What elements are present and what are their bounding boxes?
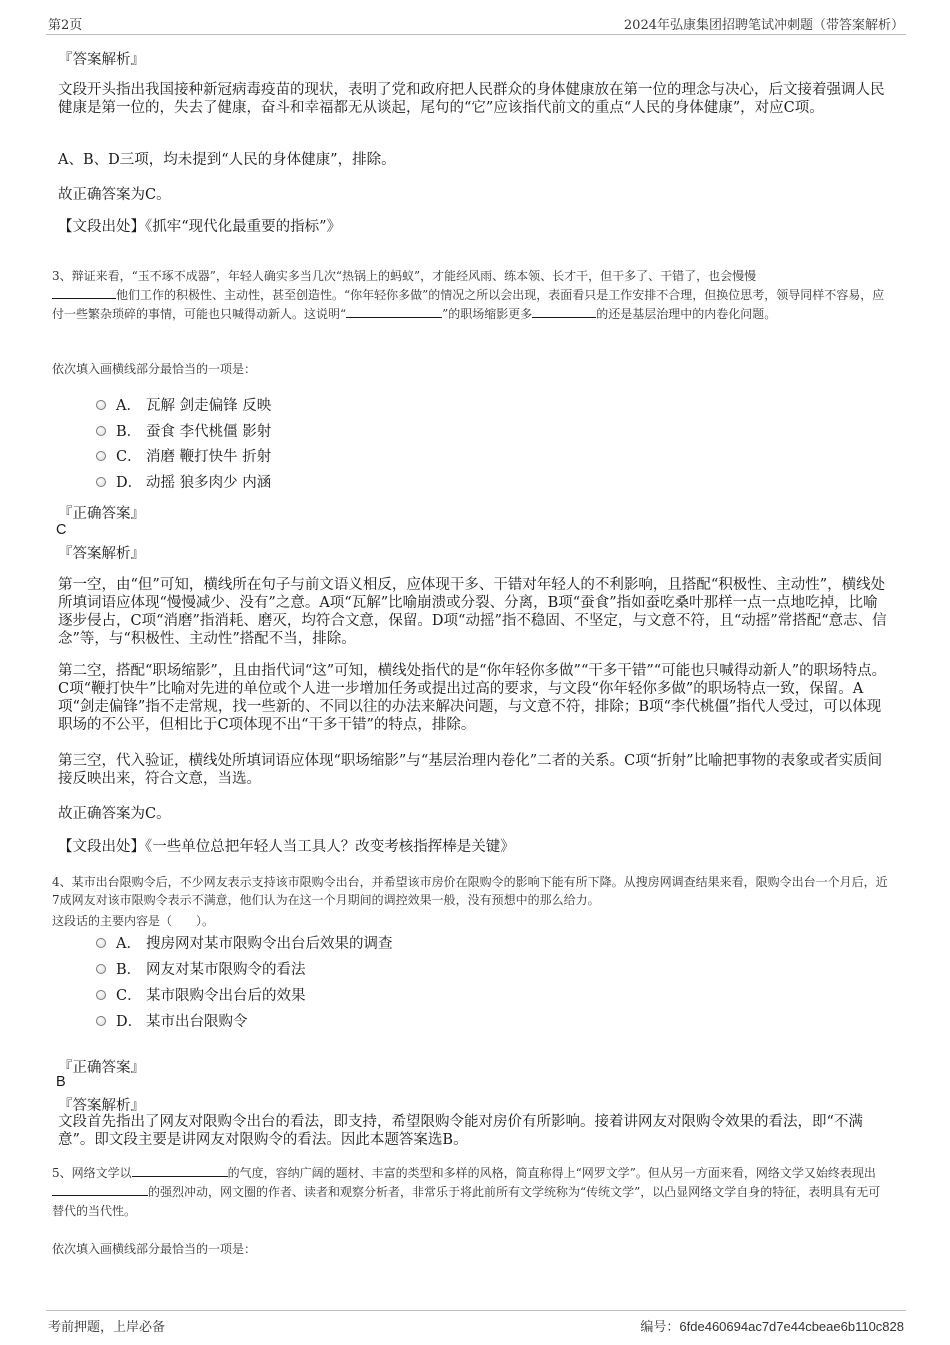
radio-icon[interactable]	[96, 451, 106, 461]
q3-source-text: 《一些单位总把年轻人当工具人？改变考核指挥棒是关键》	[145, 839, 515, 855]
q4-prompt: 这段话的主要内容是（ ）。	[52, 914, 215, 928]
q4-option-b-text: 网友对某市限购令的看法	[146, 962, 306, 978]
q2-source-text: 《抓牢“现代化最重要的指标”》	[145, 219, 342, 235]
footer-serial-label: 编号：	[640, 1320, 680, 1335]
q4-option-d[interactable]: D． 某市出台限购令	[96, 1012, 248, 1032]
q4-answer-label: 『正确答案』	[58, 1060, 145, 1076]
q3-analysis-paragraph-1: 第一空，由“但”可知，横线所在句子与前文语义相反，应体现干多、干错对年轻人的不利影响，且搭配“积极性、主动性”，横线处所填词语应体现“慢慢减少、没有”之意。A项“瓦解”比喻崩溃或分裂、分离，B项“蚕食”指如蚕吃桑叶那样一点一点地吃掉，比喻逐步侵占，C项“消磨”指消耗、磨灭，均符合文意，保留。D项“动摇”指不稳固、不坚定，与文意不符，且“动摇”常搭配“意志、信念”等，与“积极性、主动性”搭配不当，排除。	[58, 577, 887, 647]
q5-stem	[52, 1164, 892, 1221]
q3-analysis-paragraph-3: 第三空，代入验证，横线处所填词语应体现“职场缩影”与“基层治理内卷化”二者的关系。C项“折射”比喻把事物的表象或者实质间接反映出来，符合文意，当选。	[58, 753, 883, 787]
page-number: 第2页	[48, 18, 83, 33]
q5-prompt: 依次填入画横线部分最恰当的一项是：	[52, 1242, 257, 1256]
q3-answer: C	[56, 522, 67, 538]
q4-option-d-text: 某市出台限购令	[146, 1014, 248, 1030]
q5-stem-part-2: 的气度，容纳广阔的题材、丰富的类型和多样的风格，简直称得上“网罗文学”。但从另一方面来看，网络文学又始终表现出	[227, 1166, 876, 1180]
q3-stem-part-3: ”的职场缩影更多	[442, 307, 533, 321]
q4-option-c[interactable]: C． 某市限购令出台后的效果	[96, 986, 306, 1006]
footer-serial-value: 6fde460694ac7d7e44cbeae6b110c828	[679, 1319, 904, 1334]
q3-conclusion: 故正确答案为C。	[58, 806, 171, 822]
q3-option-c[interactable]: C． 消磨 鞭打快牛 折射	[96, 447, 271, 467]
q3-stem	[52, 267, 892, 324]
q2-source-label: 【文段出处】	[58, 219, 145, 235]
q4-analysis: 文段首先指出了网友对限购令出台的看法，即支持，希望限购令能对房价有所影响。接着讲网友对限购令效果的看法，即“不满意”。即文段主要是讲网友对限购令的看法。因此本题答案选B。	[58, 1114, 863, 1148]
radio-icon[interactable]	[96, 964, 106, 974]
q2-analysis-paragraph-1: 文段开头指出我国接种新冠病毒疫苗的现状，表明了党和政府把人民群众的身体健康放在第一位的理念与决心，后文接着强调人民健康是第一位的，失去了健康，奋斗和幸福都无从谈起，尾句的“它”应该指代前文的重点“人民的身体健康”，对应C项。	[58, 82, 885, 116]
radio-icon[interactable]	[96, 477, 106, 487]
q2-analysis-label: 『答案解析』	[58, 52, 145, 68]
radio-icon[interactable]	[96, 938, 106, 948]
q4-analysis-label: 『答案解析』	[58, 1098, 145, 1114]
q3-analysis-label: 『答案解析』	[58, 546, 145, 562]
q3-option-d[interactable]: D． 动摇 狼多肉少 内涵	[96, 473, 271, 493]
radio-icon[interactable]	[96, 1016, 106, 1026]
page-header	[46, 14, 906, 35]
q3-answer-label: 『正确答案』	[58, 506, 145, 522]
radio-icon[interactable]	[96, 990, 106, 1000]
q3-source-label: 【文段出处】	[58, 839, 145, 855]
q3-option-a[interactable]: A． 瓦解 剑走偏锋 反映	[96, 396, 271, 416]
q4-option-a[interactable]: A． 搜房网对某市限购令出台后效果的调查	[96, 934, 393, 954]
footer-serial	[640, 1316, 904, 1335]
page-footer	[46, 1310, 906, 1335]
q5-blank-1	[132, 1164, 228, 1177]
footer-slogan: 考前押题，上岸必备	[48, 1320, 166, 1335]
q4-option-c-text: 某市限购令出台后的效果	[146, 988, 306, 1004]
q3-blank-3	[532, 305, 596, 318]
q3-option-c-text: 消磨 鞭打快牛 折射	[146, 449, 272, 465]
q4-option-a-text: 搜房网对某市限购令出台后效果的调查	[146, 936, 393, 952]
radio-icon[interactable]	[96, 400, 106, 410]
q3-stem-part-2: 他们工作的积极性、主动性，甚至创造性。“你年轻你多做”的情况之所以会出现，表面看只是工作安排不合理，但换位思考，领导同样不容易，应付一些繁杂琐碎的事情，可能也只喊得动新人。这说明“	[52, 288, 885, 321]
q3-option-a-text: 瓦解 剑走偏锋 反映	[146, 398, 272, 414]
q3-prompt: 依次填入画横线部分最恰当的一项是：	[52, 362, 257, 376]
q3-source	[58, 838, 888, 856]
document-title: 2024年弘康集团招聘笔试冲刺题（带答案解析）	[623, 18, 904, 33]
q4-stem: 4、某市出台限购令后，不少网友表示支持该市限购令出台，并希望该市房价在限购令的影响下能有所下降。从搜房网调查结果来看，限购令出台一个月后，近7成网友对该市限购令表示不满意，他们认为在这一个月期间的调控效果一般，没有预想中的那么给力。	[52, 875, 888, 907]
q4-answer: B	[56, 1074, 66, 1090]
q3-stem-part-4: 的还是基层治理中的内卷化问题。	[596, 307, 777, 321]
q5-stem-part-1: 5、网络文学以	[52, 1166, 132, 1180]
q3-option-b[interactable]: B． 蚕食 李代桃僵 影射	[96, 422, 271, 442]
q3-blank-2	[346, 305, 442, 318]
q5-stem-part-3: 的强烈冲动，网文圈的作者、读者和观察分析者，非常乐于将此前所有文学统称为“传统文学”，以凸显网络文学自身的特征，表明具有无可替代的当代性。	[52, 1185, 881, 1218]
q3-option-d-text: 动摇 狼多肉少 内涵	[146, 475, 272, 491]
q4-option-b[interactable]: B． 网友对某市限购令的看法	[96, 960, 306, 980]
q3-blank-1	[52, 286, 116, 299]
q2-source	[58, 218, 886, 236]
q2-analysis-paragraph-2: A、B、D三项，均未提到“人民的身体健康”，排除。	[58, 152, 396, 168]
q2-conclusion: 故正确答案为C。	[58, 187, 171, 203]
q3-stem-part-1: 3、辩证来看，“玉不琢不成器”，年轻人确实多当几次“热锅上的蚂蚁”，才能经风雨、练本领、长才干，但干多了、干错了，也会慢慢	[52, 269, 757, 283]
q5-blank-2	[52, 1183, 148, 1196]
radio-icon[interactable]	[96, 426, 106, 436]
q3-analysis-paragraph-2: 第二空，搭配“职场缩影”，且由指代词“这”可知，横线处指代的是“你年轻你多做”“干多干错”“可能也只喊得动新人”的职场特点。C项“鞭打快牛”比喻对先进的单位或个人进一步增加任务或提出过高的要求，与文段“你年轻你多做”的职场特点一致，保留。A项“剑走偏锋”指不走常规，找一些新的、不同以往的办法来解决问题，与文意不符，排除；B项“李代桃僵”指代人受过，可以体现职场的不公平，但相比于C项体现不出“干多干错”的特点，排除。	[58, 663, 887, 733]
q3-option-b-text: 蚕食 李代桃僵 影射	[146, 424, 272, 440]
